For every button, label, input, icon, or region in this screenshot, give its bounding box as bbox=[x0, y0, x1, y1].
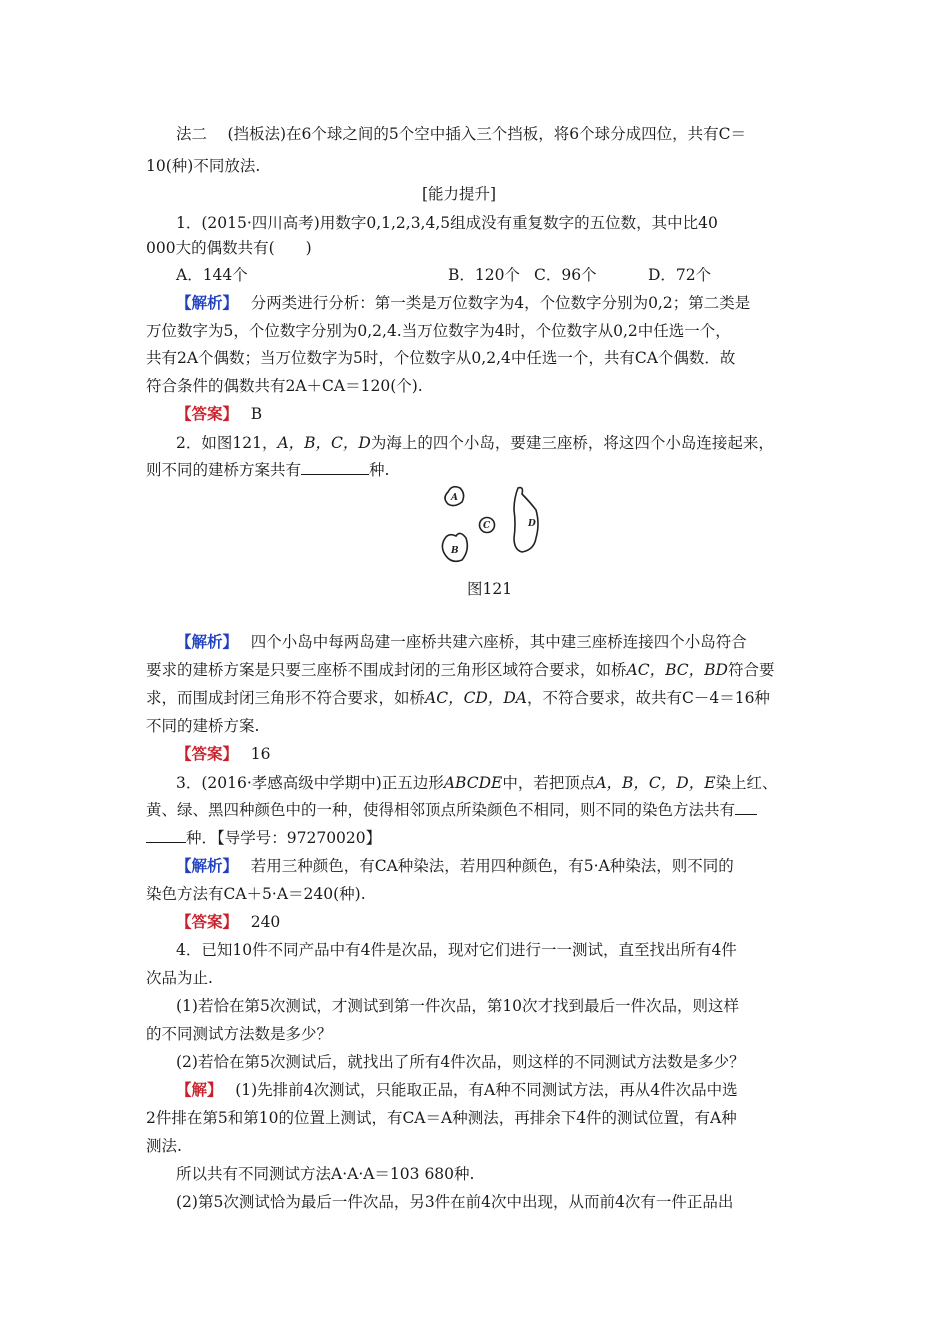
q2-answer bbox=[176, 744, 270, 764]
q1-answer bbox=[176, 404, 262, 424]
q4-sub1-line1: (1)若恰在第5次测试，才测试到第一件次品，第10次才找到最后一件次品，则这样 bbox=[176, 997, 740, 1015]
analysis-tag: 【解析】 bbox=[176, 632, 231, 651]
q2-analysis-line3: 求，而围成封闭三角形不符合要求，如桥AC，CD，DA，不符合要求，故共有C－4＝16种 bbox=[146, 689, 770, 707]
figure-caption: 图121 bbox=[467, 580, 513, 598]
answer-blank-end bbox=[146, 828, 186, 843]
method2-line2: 10(种)不同放法. bbox=[146, 157, 261, 175]
q2-analysis-line4: 不同的建桥方案. bbox=[146, 717, 260, 735]
q4-sub2-line1: (2)若恰在第5次测试后，就找出了所有4件次品，则这样的不同测试方法数是多少？ bbox=[176, 1053, 745, 1071]
q1-option-a: A．144个 bbox=[176, 266, 248, 284]
answer-tag: 【答案】 bbox=[176, 404, 231, 423]
answer-tag: 【答案】 bbox=[176, 744, 231, 763]
island-b-label: B bbox=[451, 546, 459, 556]
q2-line1: 2．如图121，A，B，C，D为海上的四个小岛，要建三座桥，将这四个小岛连接起来， bbox=[176, 434, 774, 452]
island-d-label: D bbox=[528, 519, 536, 529]
q1-analysis-line4: 符合条件的偶数共有2A＋CA＝120(个). bbox=[146, 377, 423, 395]
q1-option-d: D．72个 bbox=[648, 266, 712, 284]
q3-analysis-line1: 【解析】 若用三种颜色，有CA种染法，若用四种颜色，有5·A种染法，则不同的 bbox=[176, 856, 734, 875]
method2-line1: 法二 (挡板法)在6个球之间的5个空中插入三个挡板，将6个球分成四位，共有C＝ bbox=[176, 125, 746, 143]
analysis-tag: 【解析】 bbox=[176, 856, 231, 875]
answer-value: 240 bbox=[250, 913, 281, 931]
q2-analysis-line1: 【解析】 四个小岛中每两岛建一座桥共建六座桥，其中建三座桥连接四个小岛符合 bbox=[176, 632, 747, 651]
q3-line3: 种．【导学号：97270020】 bbox=[146, 828, 381, 848]
q4-line2: 次品为止. bbox=[146, 969, 213, 987]
q4-solution-line3: 测法. bbox=[146, 1137, 182, 1155]
q4-sub1-line2: 的不同测试方法数是多少？ bbox=[146, 1025, 333, 1043]
answer-value: B bbox=[250, 405, 263, 423]
q4-solution-line4: 所以共有不同测试方法A·A·A＝103 680种. bbox=[176, 1165, 475, 1183]
q4-solution-line1: 【解】 (1)先排前4次测试，只能取正品，有A种不同测试方法，再从4件次品中选 bbox=[176, 1080, 738, 1099]
q3-analysis-line2: 染色方法有CA＋5·A＝240(种). bbox=[146, 885, 366, 903]
q3-answer bbox=[176, 912, 280, 932]
island-a-label: A bbox=[451, 493, 458, 503]
q1-analysis-line3: 共有2A个偶数；当万位数字为5时，个位数字从0,2,4中任选一个，共有CA个偶数．故 bbox=[146, 349, 736, 367]
q4-solution-line2: 2件排在第5和第10的位置上测试，有CA＝A种测法，再排余下4件的测试位置，有A种 bbox=[146, 1109, 737, 1127]
q1-option-c: C．96个 bbox=[534, 266, 597, 284]
island-c-label: C bbox=[483, 521, 491, 531]
q1-option-b: B．120个 bbox=[448, 266, 520, 284]
q1-analysis-line1: 【解析】 分两类进行分析：第一类是万位数字为4，个位数字分别为0,2；第二类是 bbox=[176, 293, 751, 312]
q4-line1: 4．已知10件不同产品中有4件是次品，现对它们进行一一测试，直至找出所有4件 bbox=[176, 941, 737, 959]
q1-line1: 1．(2015·四川高考)用数字0,1,2,3,4,5组成没有重复数字的五位数，其中比40 bbox=[176, 214, 718, 232]
solution-tag: 【解】 bbox=[176, 1080, 215, 1099]
q3-line2: 黄、绿、黑四种颜色中的一种，使得相邻顶点所染颜色不相同，则不同的染色方法共有 bbox=[146, 800, 757, 820]
q1-analysis-line2: 万位数字为5，个位数字分别为0,2,4.当万位数字为4时，个位数字从0,2中任选一个， bbox=[146, 322, 731, 340]
answer-value: 16 bbox=[250, 745, 271, 763]
q4-solution-line5: (2)第5次测试恰为最后一件次品，另3件在前4次中出现，从而前4次有一件正品出 bbox=[176, 1193, 734, 1211]
q1-line2: 000大的偶数共有( ) bbox=[146, 239, 312, 257]
answer-blank bbox=[301, 460, 369, 475]
method2-label: 法二 bbox=[176, 125, 208, 143]
answer-tag: 【答案】 bbox=[176, 912, 231, 931]
q2-analysis-line2: 要求的建桥方案是只要三座桥不围成封闭的三角形区域符合要求，如桥AC，BC，BD符合要 bbox=[146, 661, 775, 679]
q2-line2: 则不同的建桥方案共有 种. bbox=[146, 461, 390, 479]
islands-figure bbox=[430, 480, 550, 570]
q3-line1: 3．(2016·孝感高级中学期中)正五边形ABCDE中，若把顶点A，B，C，D，E染上红、 bbox=[176, 774, 778, 792]
answer-blank-start bbox=[735, 800, 757, 815]
section-title: [能力提升] bbox=[422, 185, 497, 203]
analysis-tag: 【解析】 bbox=[176, 293, 231, 312]
